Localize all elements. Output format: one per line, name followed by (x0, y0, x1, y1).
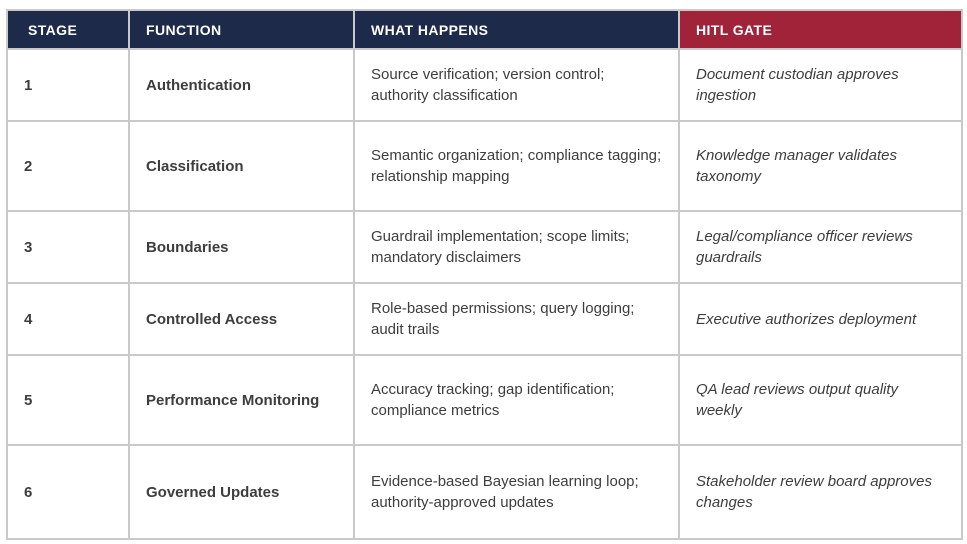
hitl-gate-text: Legal/compliance officer reviews guardrails (679, 211, 962, 283)
table-row-stage-5 (7, 355, 962, 445)
hitl-gate-text: Document custodian approves ingestion (679, 49, 962, 121)
stage-number: 1 (7, 49, 129, 121)
what-happens-text: Source verification; version control; authority classification (354, 49, 679, 121)
function-name: Authentication (129, 49, 354, 121)
header-cell-stage: STAGE (7, 10, 129, 49)
header-row (7, 10, 962, 49)
table-row-stage-3 (7, 211, 962, 283)
table-row-stage-2 (7, 121, 962, 211)
stage-number: 5 (7, 355, 129, 445)
what-happens-text: Guardrail implementation; scope limits; mandatory disclaimers (354, 211, 679, 283)
table-row-stage-4 (7, 283, 962, 355)
hitl-gate-text: QA lead reviews output quality weekly (679, 355, 962, 445)
stage-number: 6 (7, 445, 129, 539)
hitl-gate-text: Stakeholder review board approves changes (679, 445, 962, 539)
what-happens-text: Role-based permissions; query logging; audit trails (354, 283, 679, 355)
what-happens-text: Evidence-based Bayesian learning loop; authority-approved updates (354, 445, 679, 539)
stage-number: 3 (7, 211, 129, 283)
hitl-gate-text: Knowledge manager validates taxonomy (679, 121, 962, 211)
table-row-stage-6 (7, 445, 962, 539)
what-happens-text: Accuracy tracking; gap identification; compliance metrics (354, 355, 679, 445)
header-cell-what-happens: WHAT HAPPENS (354, 10, 679, 49)
function-name: Classification (129, 121, 354, 211)
what-happens-text: Semantic organization; compliance tagging; relationship mapping (354, 121, 679, 211)
header-cell-function: FUNCTION (129, 10, 354, 49)
table-row-stage-1 (7, 49, 962, 121)
hitl-gate-text: Executive authorizes deployment (679, 283, 962, 355)
function-name: Controlled Access (129, 283, 354, 355)
stage-number: 2 (7, 121, 129, 211)
header-cell-hitl-gate: HITL GATE (679, 10, 962, 49)
governance-stages-table (6, 9, 963, 540)
stage-number: 4 (7, 283, 129, 355)
function-name: Performance Monitoring (129, 355, 354, 445)
function-name: Boundaries (129, 211, 354, 283)
function-name: Governed Updates (129, 445, 354, 539)
